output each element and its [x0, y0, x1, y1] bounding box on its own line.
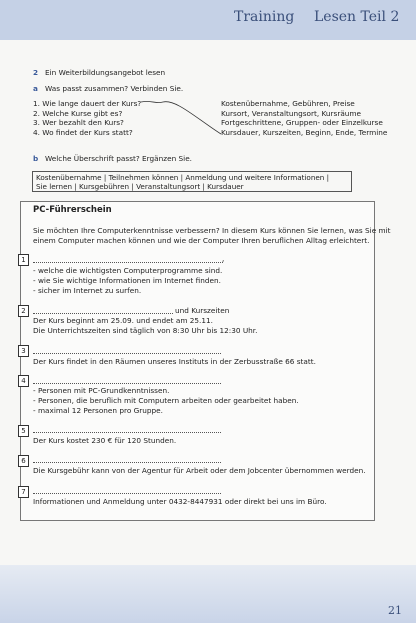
section-number-box: 3: [18, 345, 29, 357]
answer-item: Fortgeschrittene, Gruppen- oder Einzelkurse: [221, 118, 383, 128]
question-item: 1. Wie lange dauert der Kurs?: [33, 99, 142, 108]
section-line: Der Kurs beginnt am 25.09. und endet am 25.11.: [33, 316, 213, 325]
section-line: Die Kursgebühr kann von der Agentur für Arbeit oder dem Jobcenter übernommen werden.: [33, 466, 366, 475]
article-intro-line: Sie möchten Ihre Computerkenntnisse verbessern? In diesem Kurs können Sie lernen, was Sie mit: [33, 226, 391, 235]
section-line: Der Kurs kostet 230 € für 120 Stunden.: [33, 436, 177, 445]
part-b-instruction: Welche Überschrift passt? Ergänzen Sie.: [45, 154, 192, 163]
word-box-line: Kostenübernahme | Teilnehmen können | Anmeldung und weitere Informationen |: [36, 173, 330, 182]
answer-item: Kursort, Veranstaltungsort, Kursräume: [221, 108, 362, 118]
heading-answer-line[interactable]: [33, 383, 221, 384]
heading-answer-line[interactable]: [33, 493, 221, 494]
heading-answer-line[interactable]: [33, 432, 221, 433]
part-a-instruction: Was passt zusammen? Verbinden Sie.: [45, 84, 184, 93]
section-number-box: 4: [18, 375, 29, 387]
answer-item: Kursdauer, Kurszeiten, Beginn, Ende, Termine: [221, 127, 388, 137]
section-line: - welche die wichtigsten Computerprogramme sind.: [33, 266, 223, 275]
answer-item: Kostenübernahme, Gebühren, Preise: [221, 99, 355, 108]
section-number-box: 6: [18, 455, 29, 467]
question-list: [33, 99, 141, 137]
section-number-box: 5: [18, 425, 29, 437]
section-number-box: 1: [18, 254, 29, 266]
question-item: 2. Welche Kurse gibt es?: [33, 108, 123, 118]
question-item: 3. Wer bezahlt den Kurs?: [33, 118, 124, 128]
article-intro-line: einem Computer machen können und wie der Computer Ihren beruflichen Alltag erleichtert.: [33, 236, 370, 245]
section-number-box: 2: [18, 305, 29, 317]
section-line: Informationen und Anmeldung unter 0432-8447931 oder direkt bei uns im Büro.: [33, 497, 327, 506]
word-box: [32, 171, 352, 192]
section-line: - wie Sie wichtige Informationen im Internet finden.: [33, 276, 221, 285]
section-number-box: 7: [18, 486, 29, 498]
section-line: - maximal 12 Personen pro Gruppe.: [33, 406, 163, 415]
article-title: PC-Führerschein: [33, 205, 112, 215]
heading-answer-line[interactable]: [33, 462, 221, 463]
question-item: 4. Wo findet der Kurs statt?: [33, 127, 133, 137]
header-training: Training: [234, 9, 295, 25]
section-line: - Personen mit PC-Grundkenntnissen.: [33, 386, 170, 395]
section-line: - Personen, die beruflich mit Computern arbeiten oder gearbeitet haben.: [33, 396, 299, 405]
comma-mark: ,: [222, 254, 225, 263]
heading-answer-line[interactable]: [33, 262, 223, 263]
section-line: Die Unterrichtszeiten sind täglich von 8:30 Uhr bis 12:30 Uhr.: [33, 326, 258, 335]
page-header: [0, 0, 416, 40]
section-line: Der Kurs findet in den Räumen unseres Instituts in der Zerbusstraße 66 statt.: [33, 357, 316, 366]
page-footer: [0, 565, 416, 623]
page-number: 21: [388, 604, 402, 617]
header-section: Lesen Teil 2: [314, 9, 400, 25]
task-title: Ein Weiterbildungsangebot lesen: [45, 68, 166, 77]
part-a-letter: a: [33, 84, 38, 93]
example-connector-line: [141, 100, 221, 140]
task-number: 2: [33, 68, 39, 77]
heading-answer-line[interactable]: [33, 313, 173, 314]
section-heading-suffix: und Kurszeiten: [175, 306, 230, 315]
word-box-line: Sie lernen | Kursgebühren | Veranstaltungsort | Kursdauer: [36, 181, 244, 191]
answer-list: [221, 99, 387, 137]
section-line: - sicher im Internet zu surfen.: [33, 286, 142, 295]
heading-answer-line[interactable]: [33, 353, 221, 354]
part-b-letter: b: [33, 154, 39, 163]
